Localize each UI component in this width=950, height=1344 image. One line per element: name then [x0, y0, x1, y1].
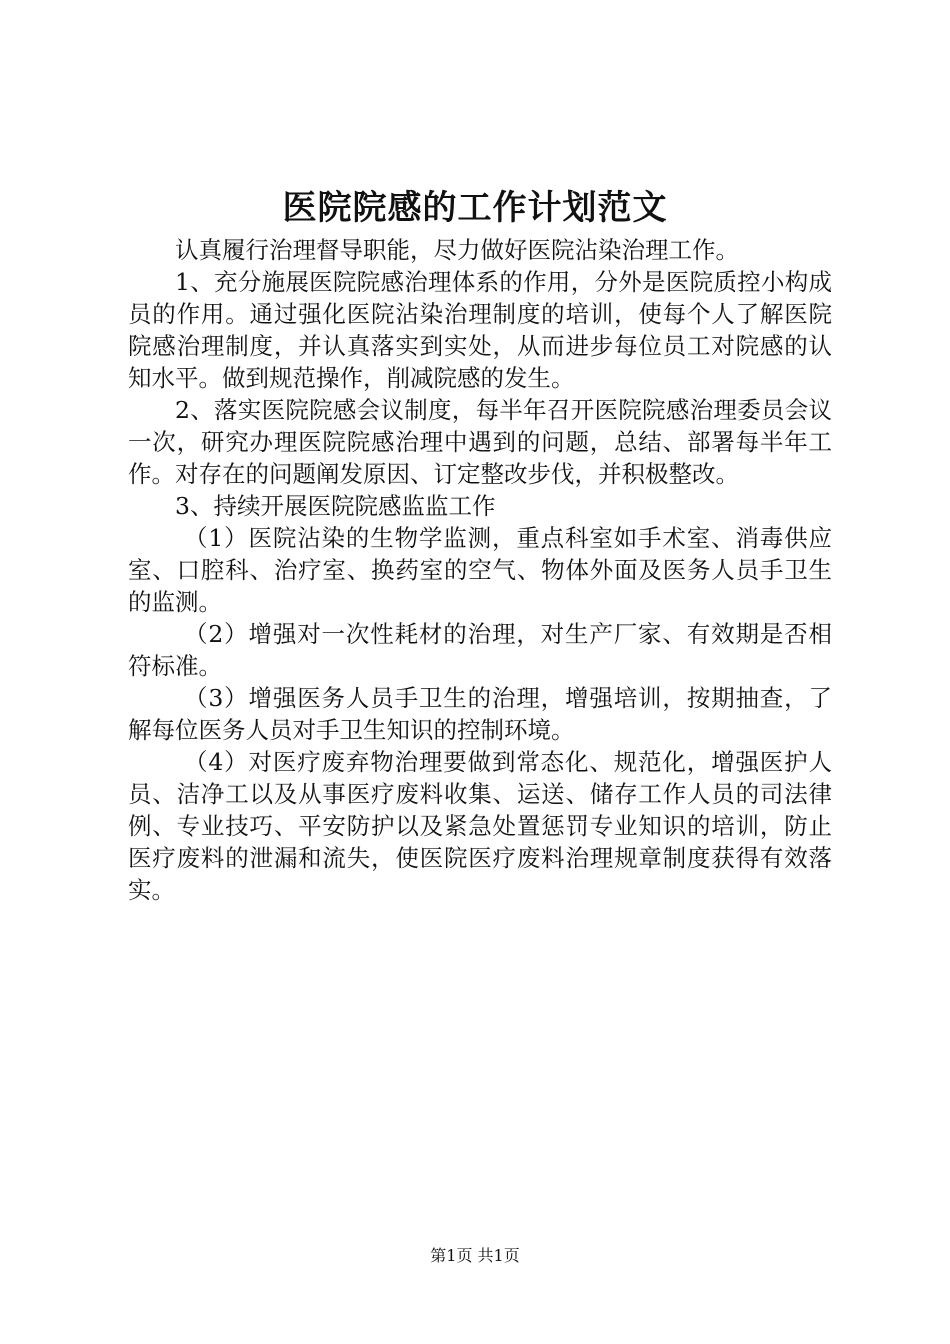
paragraph-item-3: 3、持续开展医院院感监监工作: [175, 492, 496, 520]
paragraph-subitem-3: （3）增强医务人员手卫生的治理，增强培训，按期抽查，了解每位医务人员对手卫生知识的控制环境。: [128, 684, 832, 744]
paragraph-subitem-1: （1）医院沾染的生物学监测，重点科室如手术室、消毒供应室、口腔科、治疗室、换药室的空气、物体外面及医务人员手卫生的监测。: [128, 524, 832, 616]
document-title: 医院院感的工作计划范文: [282, 188, 668, 228]
paragraph-subitem-4: （4）对医疗废弃物治理要做到常态化、规范化，增强医护人员、洁净工以及从事医疗废料收集、运送、储存工作人员的司法律例、专业技巧、平安防护以及紧急处置惩罚专业知识的培训，防止医疗废料的泄漏和流失，使医院医疗废料治理规章制度获得有效落实。: [128, 748, 832, 904]
document-body: [128, 234, 832, 906]
paragraph-item-1: 1、充分施展医院院感治理体系的作用，分外是医院质控小构成员的作用。通过强化医院沾染治理制度的培训，使每个人了解医院院感治理制度，并认真落实到实处，从而进步每位员工对院感的认知水平。做到规范操作，削减院感的发生。: [128, 268, 832, 392]
paragraph-item-2: 2、落实医院院感会议制度，每半年召开医院院感治理委员会议一次，研究办理医院院感治理中遇到的问题，总结、部署每半年工作。对存在的问题阐发原因、订定整改步伐，并积极整改。: [128, 396, 832, 488]
page-number-footer: 第1页 共1页: [430, 1246, 520, 1265]
paragraph-subitem-2: （2）增强对一次性耗材的治理，对生产厂家、有效期是否相符标准。: [128, 620, 832, 680]
paragraph-intro: 认真履行治理督导职能，尽力做好医院沾染治理工作。: [175, 236, 739, 264]
